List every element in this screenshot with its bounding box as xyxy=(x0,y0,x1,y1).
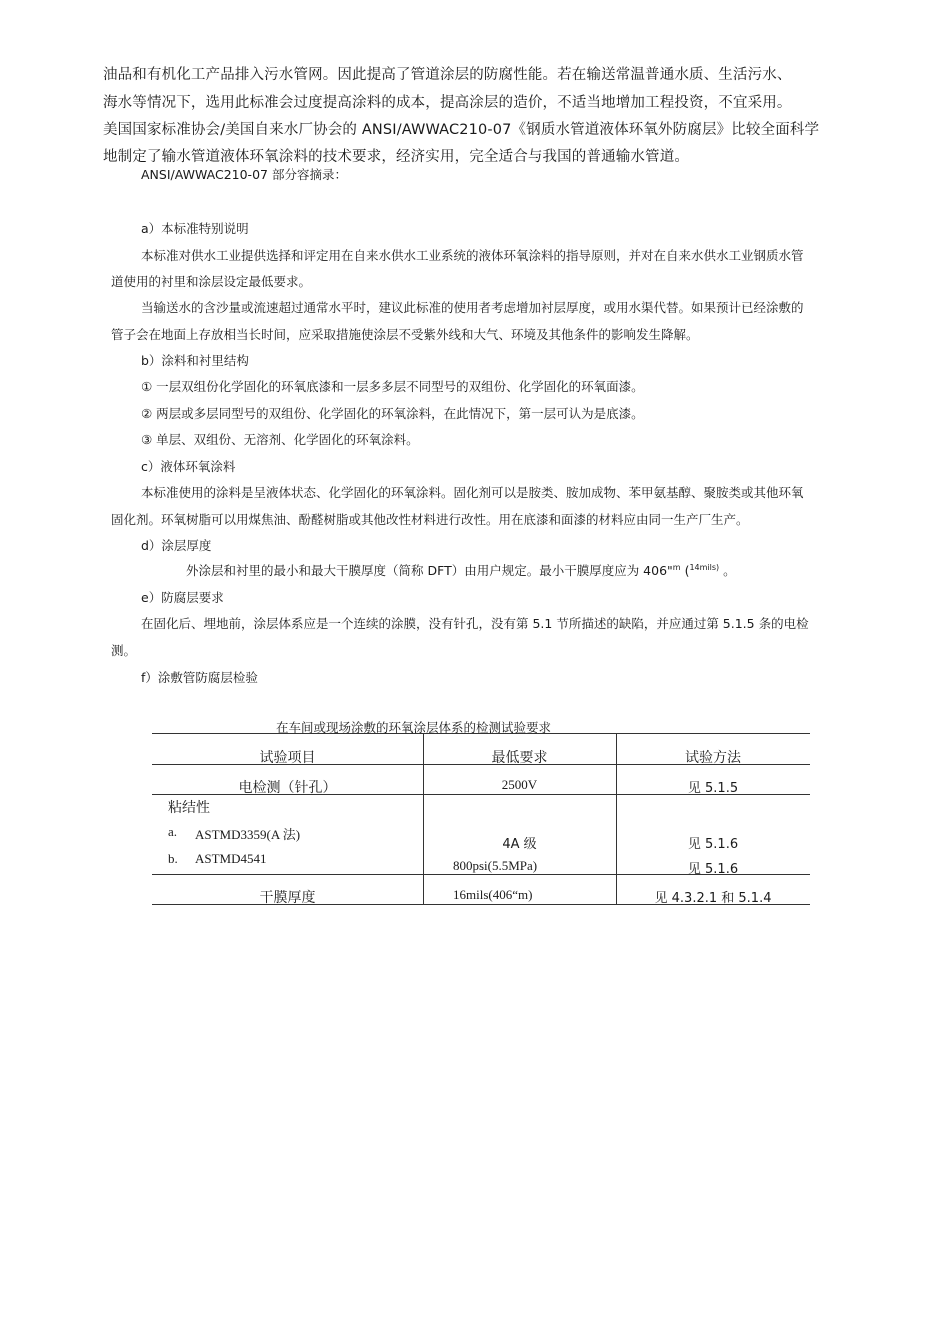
section-a-para1-line2: 道使用的衬里和涂层设定最低要求。 xyxy=(111,274,312,289)
intro-line-3: 美国国家标准协会/美国自来水厂协会的 ANSI/AWWAC210-07《钢质水管道液体环氧外防腐层》比较全面科学 xyxy=(103,122,820,138)
intro-line-2: 海水等情况下，选用此标准会过度提高涂料的成本，提高涂层的造价，不适当地增加工程投资，不宜采用。 xyxy=(103,95,792,111)
section-e-heading: e）防腐层要求 xyxy=(141,590,224,605)
row2-requirement-a: 4A 级 xyxy=(502,837,537,852)
row2-item: 粘结性 xyxy=(168,800,210,816)
row1-item: 电检测（针孔） xyxy=(238,780,337,796)
row2-method-b: 见 5.1.6 xyxy=(687,862,739,877)
section-e-para-line2: 测。 xyxy=(111,643,137,658)
section-d-heading: d）涂层厚度 xyxy=(141,538,212,553)
row3-requirement: 16mils(406“m) xyxy=(453,887,533,902)
section-c-heading: c）液体环氧涂料 xyxy=(141,459,236,474)
section-a-para1-line1: 本标准对供水工业提供选择和评定用在自来水供水工业系统的液体环氧涂料的指导原则，并对在自来水供水工业钢质水管 xyxy=(141,248,804,263)
row2-sub-a: ASTMD3359(A 法) xyxy=(195,827,301,842)
section-e-para-line1: 在固化后、埋地前，涂层体系应是一个连续的涂膜，没有针孔，没有第 5.1 节所描述的缺陷，并应通过第 5.1.5 条的电检 xyxy=(141,616,809,631)
table-top-rule xyxy=(152,733,810,734)
row1-requirement: 2500V xyxy=(501,777,538,792)
section-d-end: 。 xyxy=(723,563,736,578)
section-c-para-line1: 本标准使用的涂料是呈液体状态、化学固化的环氧涂料。固化剂可以是胺类、胺加成物、苯甲氨基醇、聚胺类或其他环氧 xyxy=(141,485,804,500)
row3-item: 干膜厚度 xyxy=(259,890,316,906)
section-a-para2-line1: 当输送水的含沙量或流速超过通常水平时，建议此标准的使用者考虑增加衬层厚度，或用水渠代替。如果预计已经涂敷的 xyxy=(141,300,804,315)
section-b-item-1: ① 一层双组份化学固化的环氧底漆和一层多多层不同型号的双组份、化学固化的环氧面漆。 xyxy=(141,379,644,394)
row2-sub-b-label: b. xyxy=(168,851,178,866)
intro-line-1: 油品和有机化工产品排入污水管网。因此提高了管道涂层的防腐性能。若在输送常温普通水质、生活污水、 xyxy=(103,67,792,83)
header-min-requirement: 最低要求 xyxy=(491,750,548,766)
row2-sub-a-label: a. xyxy=(168,824,178,839)
table-caption: 在车间或现场涂敷的环氧涂层体系的检测试验要求 xyxy=(276,720,552,735)
header-test-method: 试验方法 xyxy=(685,750,741,766)
section-a-heading: a）本标准特别说明 xyxy=(141,221,249,236)
row3-method: 见 4.3.2.1 和 5.1.4 xyxy=(654,891,772,906)
row2-requirement-b: 800psi(5.5MPa) xyxy=(453,858,538,873)
mils-unit: 14mils) xyxy=(689,562,720,572)
section-d-para xyxy=(186,561,736,579)
section-d-paren: ( xyxy=(684,563,690,578)
row2-method-a: 见 5.1.6 xyxy=(687,837,739,852)
section-b-heading: b）涂料和衬里结构 xyxy=(141,353,249,368)
row2-sub-b: ASTMD4541 xyxy=(195,851,267,866)
section-f-heading: f）涂敷管防腐层检验 xyxy=(141,670,258,685)
section-a-para2-line2: 管子会在地面上存放相当长时间，应采取措施使涂层不受紫外线和大气、环境及其他条件的影响发生降解。 xyxy=(111,327,699,342)
excerpt-heading: ANSI/AWWAC210-07 部分容摘录： xyxy=(141,167,347,182)
micro-unit: m xyxy=(672,562,681,572)
header-test-item: 试验项目 xyxy=(259,750,316,766)
intro-line-4: 地制定了输水管道液体环氧涂料的技术要求，经济实用，完全适合与我国的普通输水管道。 xyxy=(103,149,689,165)
section-c-para-line2: 固化剂。环氧树脂可以用煤焦油、酚醛树脂或其他改性材料进行改性。用在底漆和面漆的材料应由同一生产厂生产。 xyxy=(111,512,749,527)
section-b-item-3: ③ 单层、双组份、无溶剂、化学固化的环氧涂料。 xyxy=(141,432,419,447)
row1-method: 见 5.1.5 xyxy=(687,781,739,796)
section-b-item-2: ② 两层或多层同型号的双组份、化学固化的环氧涂料，在此情况下，第一层可认为是底漆。 xyxy=(141,406,644,421)
section-d-text: 外涂层和衬里的最小和最大干膜厚度（简称 DFT）由用户规定。最小干膜厚度应为 406" xyxy=(186,563,673,578)
